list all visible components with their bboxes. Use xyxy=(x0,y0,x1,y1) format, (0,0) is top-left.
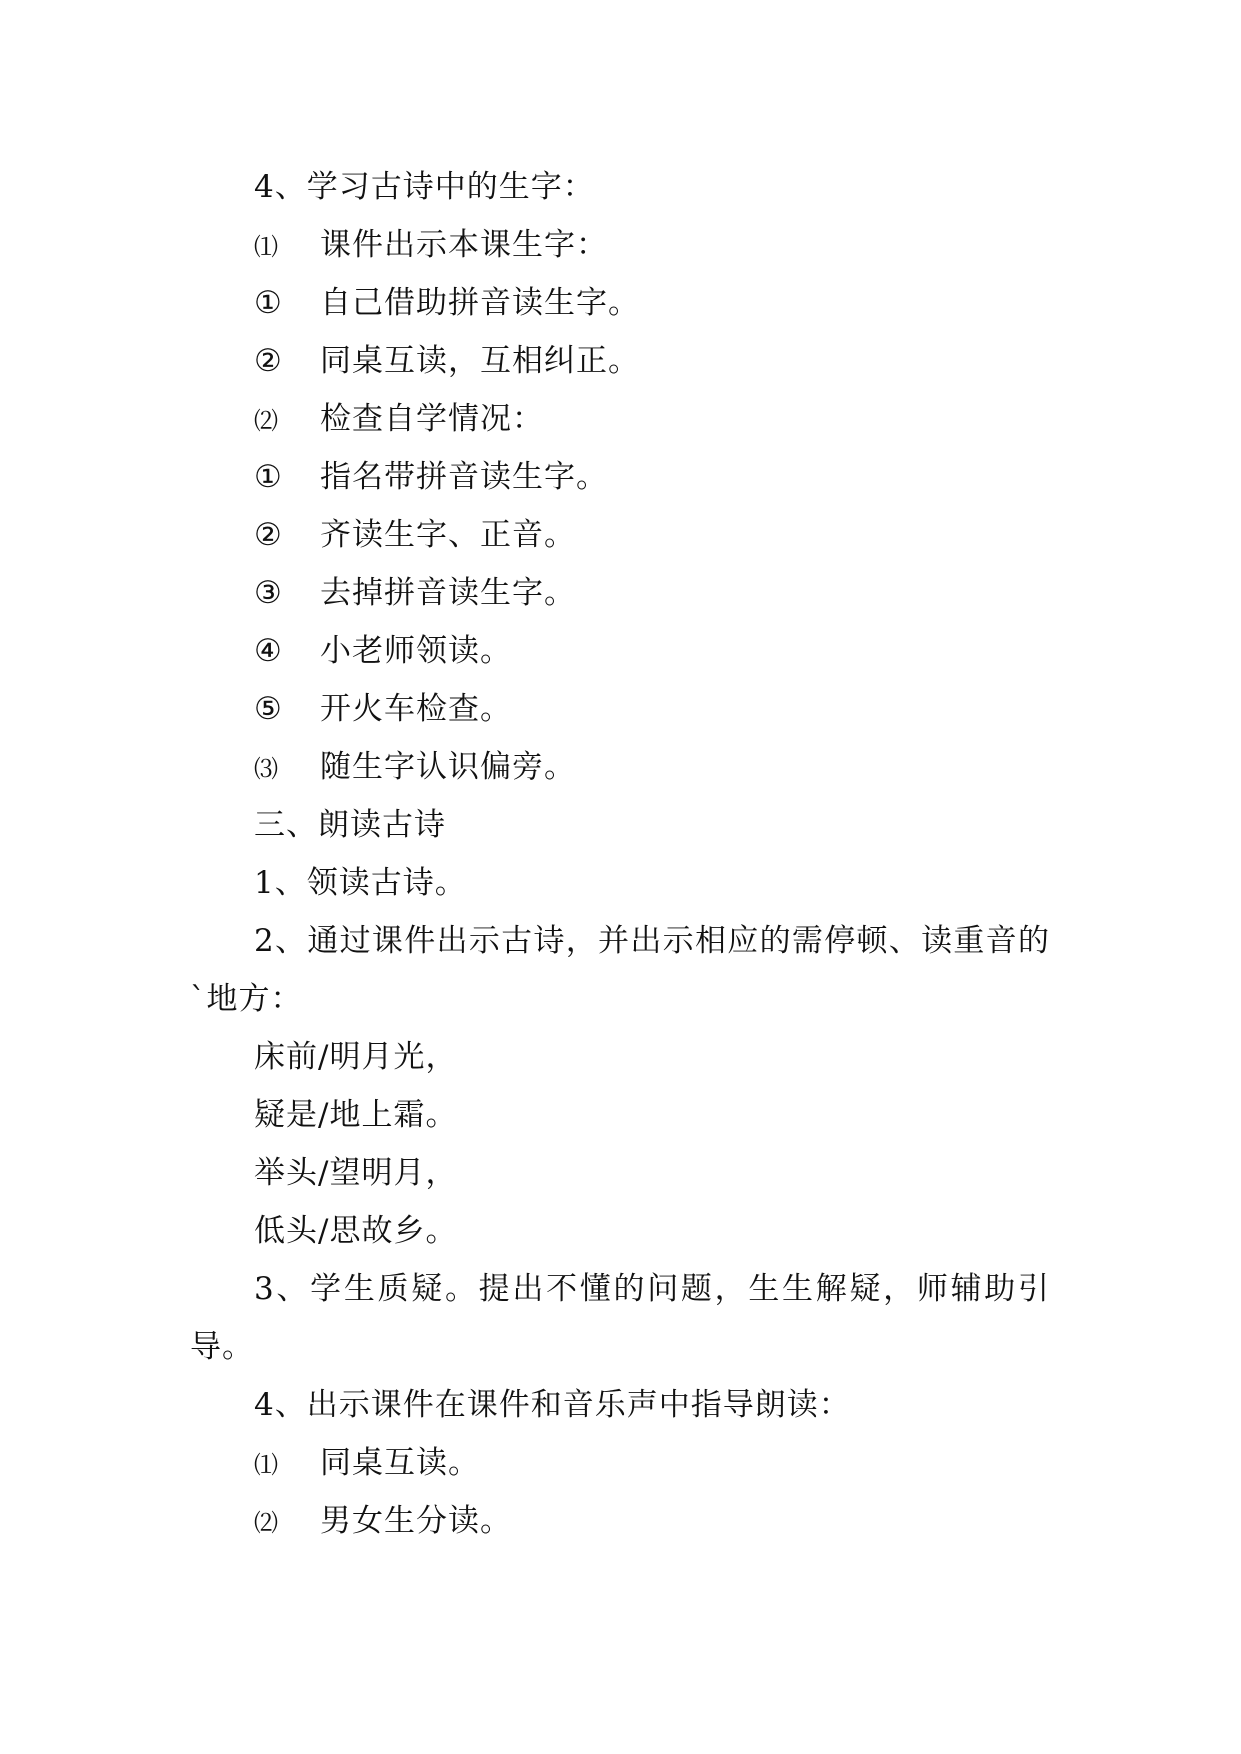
line-text: 4、学习古诗中的生字： xyxy=(254,169,595,205)
line-text: 三、朗读古诗 xyxy=(254,807,446,843)
line-text: 低头/思故乡。 xyxy=(254,1213,458,1249)
list-marker: ⑵ xyxy=(254,407,279,435)
list-marker: ② xyxy=(254,343,283,379)
list-marker: ② xyxy=(254,517,283,553)
list-item xyxy=(190,622,1050,680)
line-text: 床前/明月光， xyxy=(254,1039,458,1075)
poem-line xyxy=(190,1028,1050,1086)
document-body xyxy=(190,158,1050,1550)
line-text: 检查自学情况： xyxy=(320,401,544,437)
list-marker: ⑴ xyxy=(254,233,279,261)
list-item xyxy=(190,1434,1050,1492)
line-text: 随生字认识偏旁。 xyxy=(320,749,576,785)
list-item xyxy=(190,680,1050,738)
line-text: 疑是/地上霜。 xyxy=(254,1097,458,1133)
section-heading xyxy=(190,796,1050,854)
list-item xyxy=(190,506,1050,564)
list-item xyxy=(190,448,1050,506)
list-item xyxy=(190,274,1050,332)
list-marker: ⑤ xyxy=(254,691,283,727)
poem-line xyxy=(190,1086,1050,1144)
step-heading xyxy=(190,1376,1050,1434)
line-text: 1、领读古诗。 xyxy=(254,865,467,901)
line-text: 指名带拼音读生字。 xyxy=(320,459,608,495)
poem-line xyxy=(190,1202,1050,1260)
line-text: 自己借助拼音读生字。 xyxy=(320,285,640,321)
line-text: 举头/望明月， xyxy=(254,1155,458,1191)
paragraph: 3、学生质疑。提出不懂的问题，生生解疑，师辅助引导。 xyxy=(190,1271,1050,1365)
line-text: 去掉拼音读生字。 xyxy=(320,575,576,611)
list-marker: ④ xyxy=(254,633,283,669)
step-heading xyxy=(190,854,1050,912)
list-item xyxy=(190,216,1050,274)
step-heading xyxy=(190,158,1050,216)
list-item xyxy=(190,332,1050,390)
line-text: 开火车检查。 xyxy=(320,691,512,727)
list-marker: ⑵ xyxy=(254,1509,279,1537)
list-marker: ③ xyxy=(254,575,283,611)
list-marker: ① xyxy=(254,285,283,321)
list-item xyxy=(190,564,1050,622)
line-text: 4、出示课件在课件和音乐声中指导朗读： xyxy=(254,1387,851,1423)
list-marker: ⑴ xyxy=(254,1451,279,1479)
list-item xyxy=(190,738,1050,796)
list-marker: ⑶ xyxy=(254,755,279,783)
list-item xyxy=(190,1492,1050,1550)
line-text: 齐读生字、正音。 xyxy=(320,517,576,553)
line-text: 同桌互读。 xyxy=(320,1445,480,1481)
line-text: 小老师领读。 xyxy=(320,633,512,669)
list-item xyxy=(190,390,1050,448)
paragraph: 2、通过课件出示古诗，并出示相应的需停顿、读重音的`地方： xyxy=(190,923,1050,1017)
list-marker: ① xyxy=(254,459,283,495)
poem-line xyxy=(190,1144,1050,1202)
line-text: 男女生分读。 xyxy=(320,1503,512,1539)
line-text: 课件出示本课生字： xyxy=(320,227,608,263)
line-text: 同桌互读，互相纠正。 xyxy=(320,343,640,379)
